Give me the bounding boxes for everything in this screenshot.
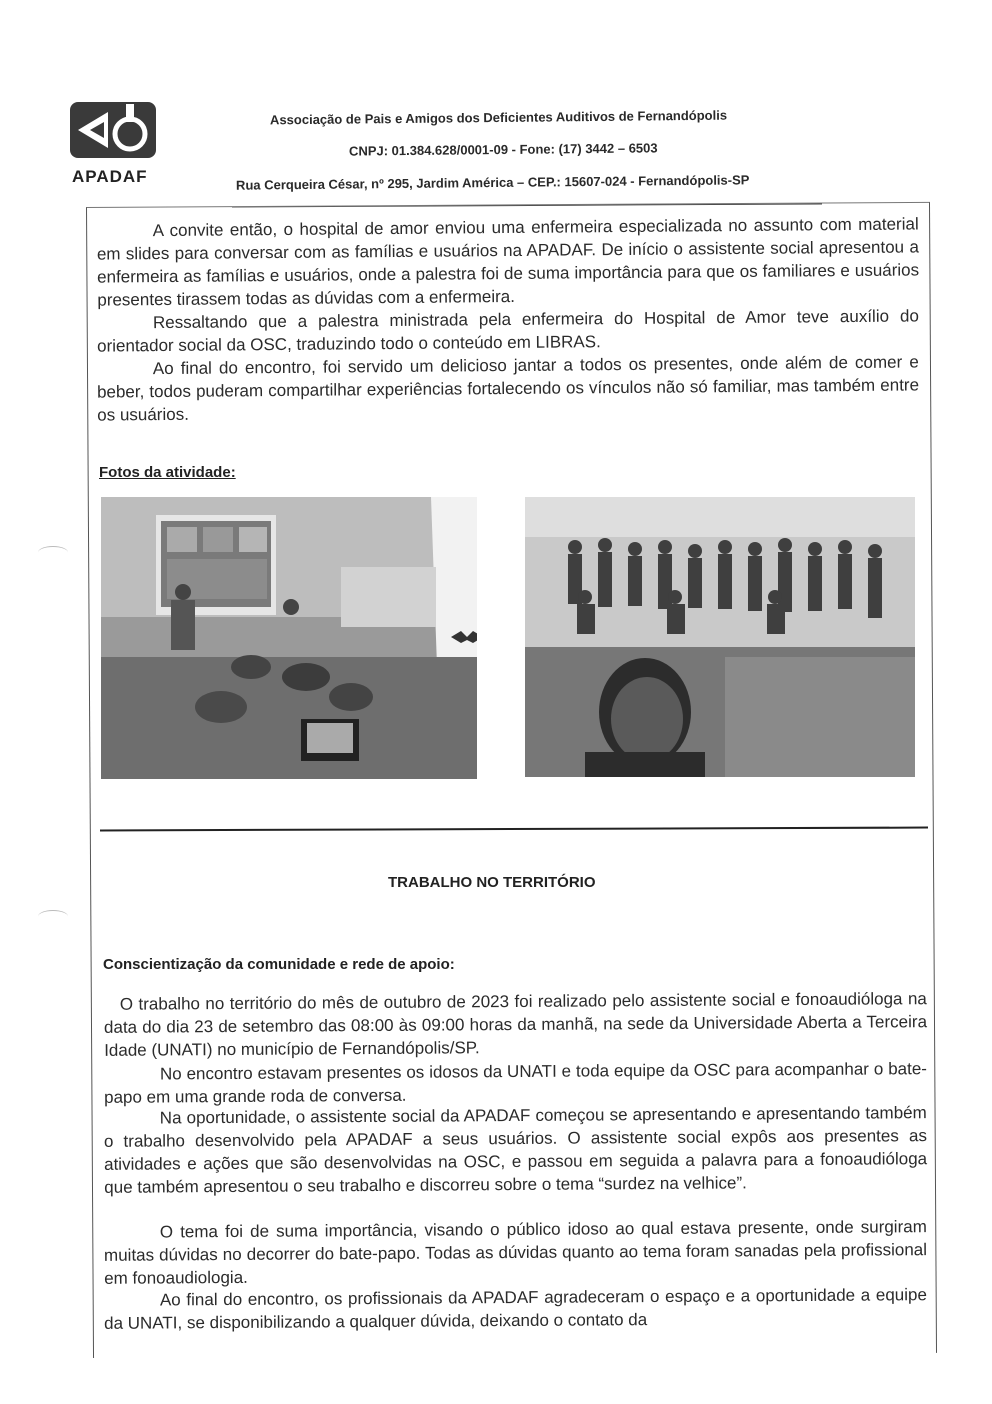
org-name: Associação de Pais e Amigos dos Deficientes Auditivos de Fernandópolis [269,107,728,128]
punch-hole-mark [38,546,68,559]
paragraph: O trabalho no território do mês de outubro de 2023 foi realizado pelo assistente social e fonoaudióloga na data do dia 23 de setembro das 08:00 às 09:00 horas da manhã, na sede da Universidade Aberta a Terceira Idade (UNATI) no município de Fernandópolis/SP. [103,989,928,1060]
paragraph: Ao final do encontro, foi servido um delicioso jantar a todos os presentes, onde além de comer e beber, todos puderam compartilhar experiências fortalecendo os vínculos não só familiar, mas também entre os usuários. [96,352,920,425]
paragraph: A convite então, o hospital de amor enviou uma enfermeira especializada no assunto com material em slides para conversar com as famílias e usuários na APADAF. De início o assistente social apresentou a enfermeira as famílias e usuários, onde a palestra foi de suma importância para que os familiares e usuários presentes tirassem todas as dúvidas com a enfermeira. [96,214,920,310]
paragraph: Ao final do encontro, os profissionais da APADAF agradeceram o espaço e a oportunidade a equipe da UNATI, se disponibilizando a qualquer dúvida, deixando o contato da [104,1285,927,1333]
activity-photo-group [525,497,915,777]
paragraph: Ressaltando que a palestra ministrada pela enfermeira do Hospital de Amor teve auxílio do orientador social da OSC, traduzindo todo o conteúdo em LIBRAS. [97,306,919,356]
punch-hole-mark [38,910,68,923]
photos-label: Fotos da atividade: [99,464,236,481]
paragraph: Na oportunidade, o assistente social da APADAF começou se apresentando e apresentando também o trabalho desenvolvido pela APADAF a seus usuários. O assistente social expôs aos presentes as atividades e ações que são desenvolvidas na OSC, e passou em seguida a palavra para a fonoaudióloga que também apresentou o seu trabalho e discorreu sobre o tema “surdez na velhice”. [103,1103,928,1197]
activity-photo-presentation [101,497,477,779]
ear-logo-icon [68,100,158,160]
section-title: TRABALHO NO TERRITÓRIO [388,874,596,891]
logo-wordmark: APADAF [72,167,148,186]
address: Rua Cerqueira César, nº 295, Jardim América – CEP.: 15607-024 - Fernandópolis-SP [235,172,750,193]
apadaf-logo [68,100,164,187]
paragraph: No encontro estavam presentes os idosos da UNATI e toda equipe da OSC para acompanhar o bate-papo em uma grande roda de conversa. [104,1059,927,1107]
cnpj-phone: CNPJ: 01.384.628/0001-09 - Fone: (17) 3442 – 6503 [348,140,658,159]
section-subtitle: Conscientização da comunidade e rede de apoio: [103,956,455,973]
paragraph: O tema foi de suma importância, visando o público idoso ao qual estava presente, onde surgiram muitas dúvidas no decorrer do bate-papo. Todas as dúvidas quanto ao tema foram sanadas pela profissional em fonoaudiologia. [103,1217,928,1288]
